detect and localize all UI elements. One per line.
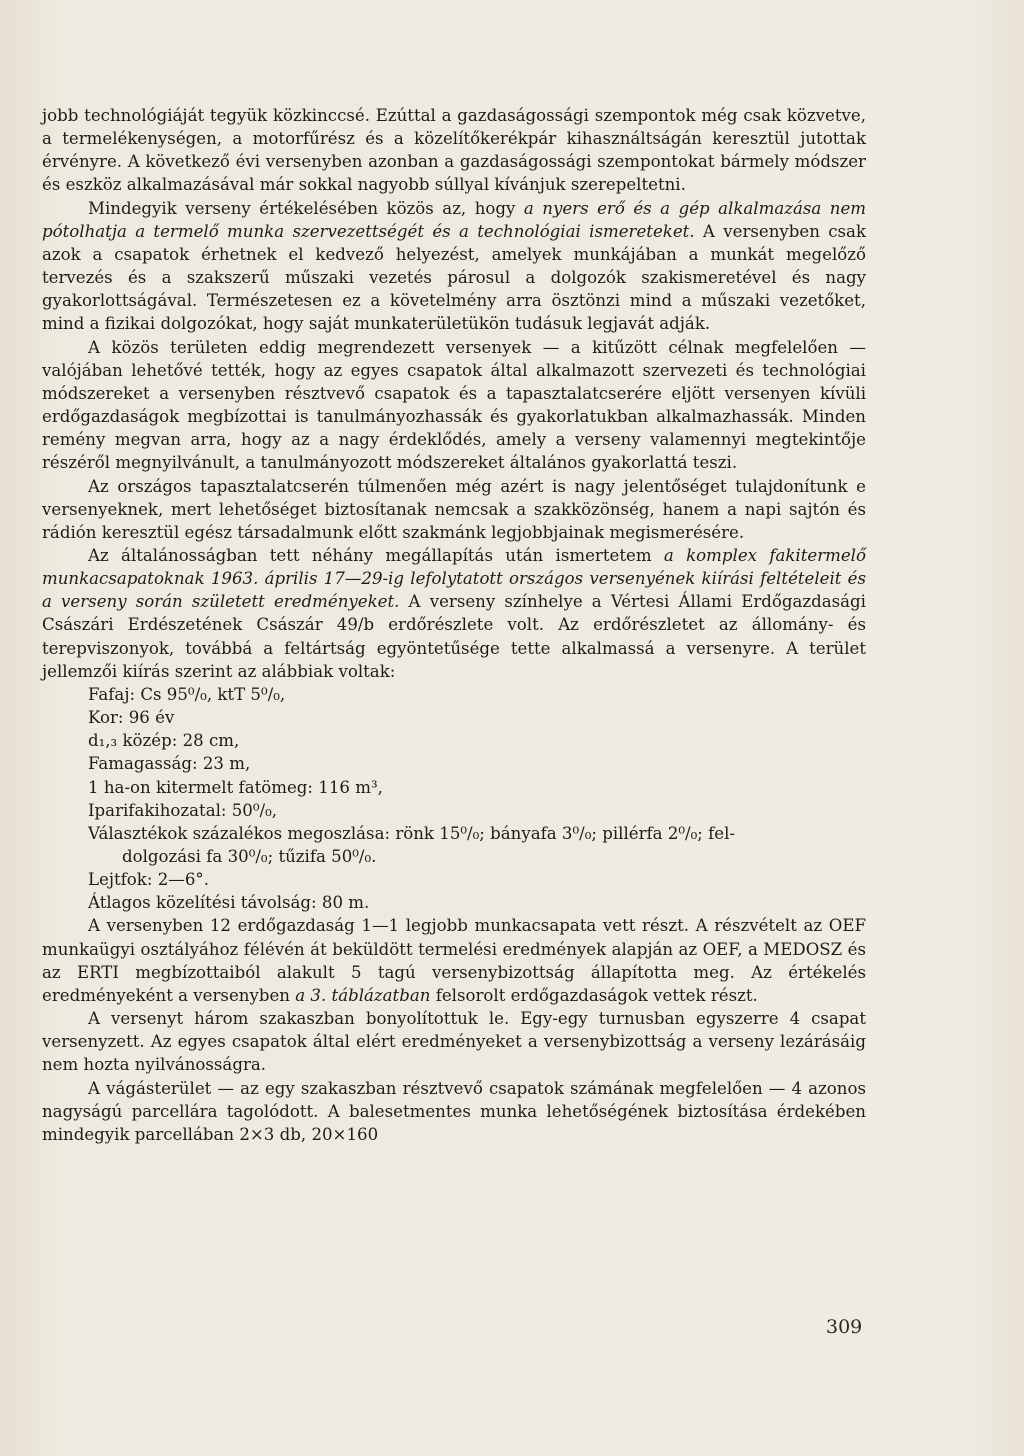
list-item xyxy=(88,822,866,868)
list-item-text: Választékok százalékos megoszlása: rönk 15⁰/₀; bányafa 3⁰/₀; pillérfa 2⁰/₀; fel- xyxy=(88,823,736,843)
paragraph-5 xyxy=(42,544,866,683)
list-item: d₁,₃ közép: 28 cm, xyxy=(88,731,240,751)
list-item-continuation: dolgozási fa 30⁰/₀; tűzifa 50⁰/₀. xyxy=(122,847,377,866)
list-item: Kor: 96 év xyxy=(88,708,175,728)
list-item: Iparifakihozatal: 50⁰/₀, xyxy=(88,800,278,820)
paragraph-5-italic: a komplex fakitermelő munkacsapatoknak 1963. április 17—29-ig lefolytatott országos versenyének kiírási feltételeit és a verseny során született eredményeket. xyxy=(42,545,866,612)
paragraph-6-rest: felsorolt erdőgazdaságok vettek részt. xyxy=(430,985,758,1005)
body-text xyxy=(42,104,866,1146)
paragraph-6 xyxy=(42,914,866,1007)
list-item: Fafaj: Cs 95⁰/₀, ktT 5⁰/₀, xyxy=(88,684,286,704)
list-item: Lejtfok: 2—6°. xyxy=(88,870,209,890)
paragraph-5-rest: A verseny színhelye a Vértesi Állami Erdőgazdasági Császári Erdészetének Császár 49/b erdőrészlete volt. Az erdőrészletet az állomány- és terepviszonyok, továbbá a feltártság egyöntetűsége tette alkalmassá a versenyre. A terület jellemzői kiírás szerint az alábbiak voltak: xyxy=(42,592,866,681)
page-number: 309 xyxy=(826,1316,863,1338)
list-item: Átlagos közelítési távolság: 80 m. xyxy=(88,893,370,913)
paragraph-2-italic: a nyers erő és a gép alkalmazása nem pótolhatja a termelő munka szervezettségét és a technológiai ismereteket. xyxy=(42,198,866,241)
paragraph-5-text: Az általánosságban tett néhány megállapítás után ismertetem xyxy=(88,545,664,565)
paragraph-7: A versenyt három szakaszban bonyolítottuk le. Egy-egy turnusban egyszerre 4 csapat versenyzett. Az egyes csapatok által elért eredményeket a versenybizottság a verseny lezárásáig nem hozta nyilvánosságra. xyxy=(42,1009,866,1075)
paragraph-4: Az országos tapasztalatcserén túlmenően még azért is nagy jelentőséget tulajdonítunk e versenyeknek, mert lehetőséget biztosítanak nemcsak a szakközönség, hanem a napi sajtón és rádión keresztül egész társadalmunk előtt szakmánk legjobbjainak megismerésére. xyxy=(42,476,866,542)
paragraph-2 xyxy=(42,197,866,336)
paragraph-6-text: A versenyben 12 erdőgazdaság 1—1 legjobb munkacsapata vett részt. A részvételt az OEF munkaügyi osztályához félévén át beküldött termelési eredmények alapján az OEF, a MEDOSZ és az ERTI megbízottaiból alakult 5 tagú versenybizottság állapította meg. Az értékelés eredményeként a versenyben xyxy=(42,916,866,1005)
paragraph-1: jobb technológiáját tegyük közkinccsé. Ezúttal a gazdaságossági szempontok még csak közvetve, a termelékenységen, a motorfűrész és a közelítőkerékpár kihasználtságán keresztül jutottak érvényre. A következő évi versenyben azonban a gazdaságossági szempontokat bármely módszer és eszköz alkalmazásával már sokkal nagyobb súllyal kívánjuk szerepeltetni. xyxy=(42,106,866,195)
site-characteristics-list xyxy=(42,683,866,915)
paragraph-2-rest: A versenyben csak azok a csapatok érhetnek el kedvező helyezést, amelyek munkájában a munkát megelőző tervezés és a szakszerű műszaki vezetés párosul a dolgozók szakismeretével és nagy gyakorlottságával. Természetesen ez a követelmény arra ösztönzi mind a műszaki vezetőket, mind a fizikai dolgozókat, hogy saját munkaterületükön tudásuk legjavát adják. xyxy=(42,221,867,334)
paragraph-8: A vágásterület — az egy szakaszban résztvevő csapatok számának megfelelően — 4 azonos nagyságú parcellára tagolódott. A balesetmentes munka lehetőségének biztosítása érdekében mindegyik parcellában 2×3 db, 20×160 xyxy=(42,1078,866,1144)
list-item: 1 ha-on kitermelt fatömeg: 116 m³, xyxy=(88,777,383,797)
list-item: Famagasság: 23 m, xyxy=(88,754,251,774)
paragraph-6-italic: a 3. táblázatban xyxy=(295,985,431,1005)
paragraph-3: A közös területen eddig megrendezett versenyek — a kitűzött célnak megfelelően — valójában lehetővé tették, hogy az egyes csapatok által alkalmazott szervezeti és technológiai módszereket a versenyben résztvevő csapatok és a tapasztalatcserére eljött versenyen kívüli erdőgazdaságok megbízottai is tanulmányozhassák és gyakorlatukban alkalmazhassák. Minden remény megvan arra, hogy az a nagy érdeklődés, amely a verseny valamennyi megtekintője részéről megnyilvánult, a tanulmányozott módszereket általános gyakorlattá teszi. xyxy=(42,337,866,473)
paragraph-2-text: Mindegyik verseny értékelésében közös az, hogy xyxy=(88,198,524,218)
